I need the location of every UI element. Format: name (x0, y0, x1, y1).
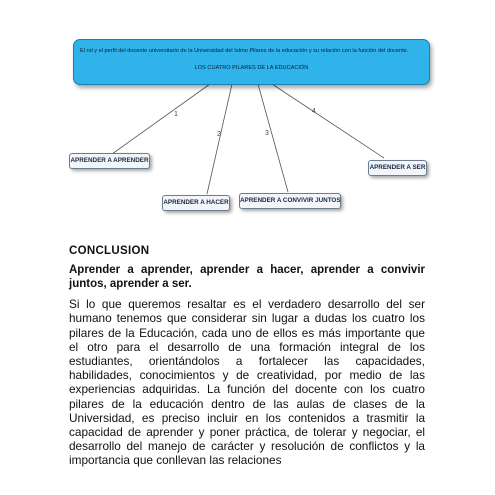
central-concept-line1: El rol y el perfil del docente universitario de la Universidad del Istmo Pilares de la educación y su relación con la función del docente. (80, 48, 409, 54)
node-aprender-a-hacer: APRENDER A HACER (162, 195, 230, 211)
conclusion-section (69, 244, 425, 468)
link-line-4 (272, 84, 384, 158)
concept-map-links (0, 0, 495, 225)
link-label-1: 1 (174, 111, 178, 118)
central-concept-line2: LOS CUATRO PILARES DE LA EDUCACIÓN (194, 65, 309, 71)
node-aprender-a-aprender: APRENDER A APRENDER (69, 153, 150, 169)
link-label-2: 2 (217, 131, 221, 138)
link-label-4: 4 (312, 108, 316, 115)
link-label-3: 3 (265, 130, 269, 137)
link-line-1 (112, 84, 210, 154)
concept-map (0, 0, 495, 225)
conclusion-body: Si lo que queremos resaltar es el verdadero desarrollo del ser humano tenemos que considerar sin lugar a dudas los cuatro los pilares de la Educación, cada uno de ellos es más importante que el otro para el desarrollo de una formación integral de los estudiantes, orientándolos a fortalecer las capacidades, habilidades, conocimientos y de creatividad, por medio de las experiencias adquiridas. La función del docente con los cuatro pilares de la educación dentro de las aulas de clases de la Universidad, es preciso incluir en los contenidos a trasmitir la capacidad de aprender y poner práctica, de tolerar y negociar, el desarrollo del manejo de carácter y resolución de conflictos y la importancia que conllevan las relaciones (69, 297, 425, 468)
link-line-2 (207, 84, 232, 194)
conclusion-subheading: Aprender a aprender, aprender a hacer, aprender a convivir juntos, aprender a ser. (69, 264, 425, 290)
conclusion-heading: CONCLUSION (69, 245, 150, 257)
node-aprender-a-ser: APRENDER A SER (368, 160, 427, 176)
node-aprender-a-convivir: APRENDER A CONVIVIR JUNTOS (239, 193, 341, 209)
link-line-3 (258, 84, 288, 192)
central-concept-box (73, 39, 430, 85)
